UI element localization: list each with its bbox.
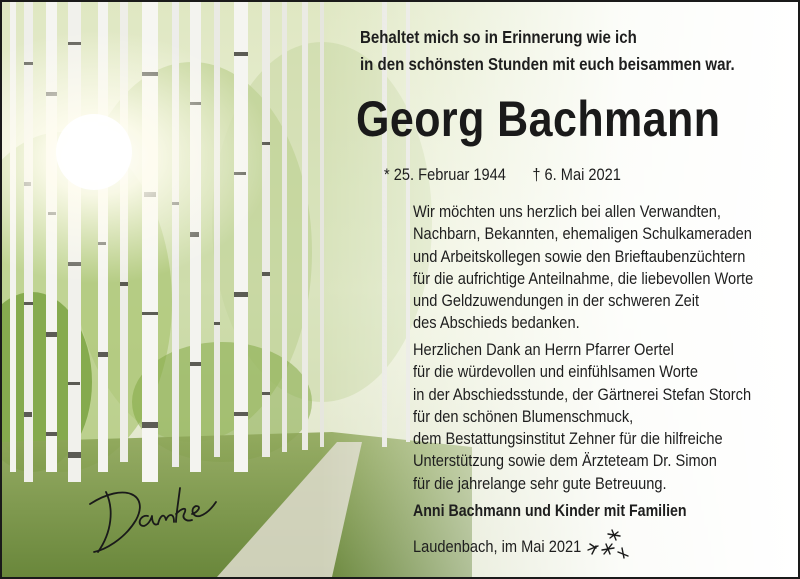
notice-text-column	[354, 2, 794, 577]
life-dates	[384, 165, 621, 185]
thanks-paragraph-1	[413, 201, 753, 335]
paragraph-line: für den schönen Blumenschmuck,	[413, 406, 634, 426]
danke-handwriting	[84, 464, 234, 560]
death-date: † 6. Mai 2021	[532, 165, 621, 184]
paragraph-line: und Geldzuwendungen in der schweren Zeit	[413, 291, 700, 311]
quote-line: Behaltet mich so in Erinnerung wie ich	[360, 27, 637, 47]
paragraph-line: für die würdevollen und einfühlsamen Worte	[413, 362, 698, 382]
paragraph-line: für die aufrichtige Anteilnahme, die liebevollen Worte	[413, 268, 754, 288]
flower-ornament-icon	[584, 526, 630, 560]
place-and-date: Laudenbach, im Mai 2021	[413, 537, 582, 556]
family-signature: Anni Bachmann und Kinder mit Familien	[413, 502, 687, 520]
paragraph-line: dem Bestattungsinstitut Zehner für die hilfreiche	[413, 429, 723, 449]
deceased-name: Georg Bachmann	[356, 91, 721, 147]
thanks-paragraph-2	[413, 339, 751, 495]
paragraph-line: in der Abschiedsstunde, der Gärtnerei Stefan Storch	[413, 384, 752, 404]
paragraph-line: und Arbeitskollegen sowie den Brieftaubenzüchtern	[413, 246, 746, 266]
paragraph-line: Unterstützung sowie dem Ärzteteam Dr. Simon	[413, 451, 717, 471]
memorial-quote	[360, 24, 735, 78]
paragraph-line: Wir möchten uns herzlich bei allen Verwandten,	[413, 202, 722, 221]
birth-date: * 25. Februar 1944	[384, 165, 506, 184]
paragraph-line: Herzlichen Dank an Herrn Pfarrer Oertel	[413, 340, 674, 359]
quote-line: in den schönsten Stunden mit euch beisammen war.	[360, 54, 735, 74]
paragraph-line: des Abschieds bedanken.	[413, 313, 580, 333]
paragraph-line: Nachbarn, Bekannten, ehemaligen Schulkameraden	[413, 224, 752, 244]
paragraph-line: für die jahrelange sehr gute Betreuung.	[413, 473, 667, 493]
